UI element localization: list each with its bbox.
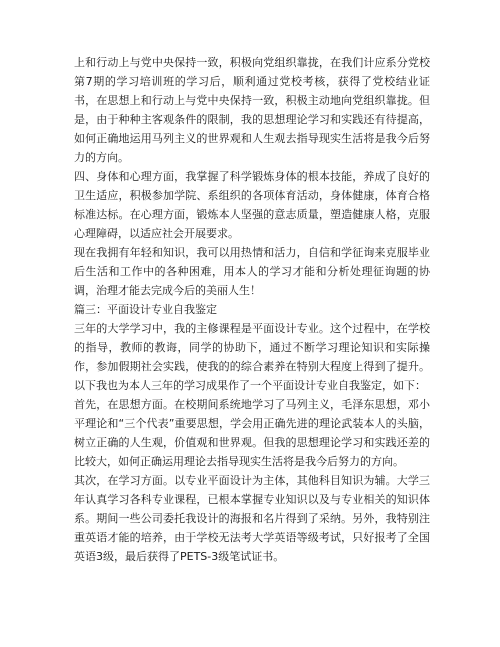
paragraph-thought: 首先，在思想方面。在校期间系统地学习了马列主义，毛泽东思想，邓小平理论和“三个代表”重要思想，学会用正确先进的理论武装本人的头脑，树立正确的人生观，价值观和世界观。但我的思想理论学习和实践还差的比较大，如何正确运用理论去指导现实生活将是我今后努力的方向。 xyxy=(74,398,430,468)
paragraph-body-mind: 四、身体和心理方面，我掌握了科学锻炼身体的根本技能，养成了良好的卫生适应，积极参加学院、系组织的各项体育活动，身体健康，体育合格标准达标。在心理方面，锻炼本人坚强的意志质量，塑造健康人格，克服心理障碍，以适应社会开展要求。 xyxy=(74,170,430,240)
paragraph-party-study: 上和行动上与党中央保持一致，积极向党组织靠拢，在我们计应系分党校第7期的学习培训班的学习后，顺利通过党校考核，获得了党校结业证书，在思想上和行动上与党中央保持一致，积极主动地向党组织靠拢。但是，由于种种主客观条件的限制，我的思想理论学习和实践还有待提高，如何正确地运用马列主义的世界观和人生观去指导现实生活将是我今后努力的方向。 xyxy=(74,56,430,164)
paragraph-future: 现在我拥有年轻和知识，我可以用热情和活力，自信和学征询来克服毕业后生活和工作中的各种困难，用本人的学习才能和分析处理征询题的协调，治理才能去完成今后的美丽人生！ xyxy=(74,246,430,297)
document-body xyxy=(74,53,430,566)
paragraph-intro: 三年的大学学习中，我的主修课程是平面设计专业。这个过程中，在学校的指导，教师的教诲，同学的协助下，通过不断学习理论知识和实际操作，参加假期社会实践，使我的的综合素养在特别大程度上得到了提升。以下我也为本人三年的学习成果作了一个平面设计专业自我鉴定，如下： xyxy=(74,322,430,392)
section-heading: 篇三：平面设计专业自我鉴定 xyxy=(74,303,217,316)
paragraph-study: 其次，在学习方面。以专业平面设计为主体，其他科目知识为辅。大学三年认真学习各科专业课程，已根本掌握专业知识以及与专业相关的知识体系。期间一些公司委托我设计的海报和名片得到了采纳。另外，我特别注重英语才能的培养，由于学校无法考大学英语等级考试，只好报考了全国英语3级，最后获得了PETS-3级笔试证书。 xyxy=(74,474,430,563)
